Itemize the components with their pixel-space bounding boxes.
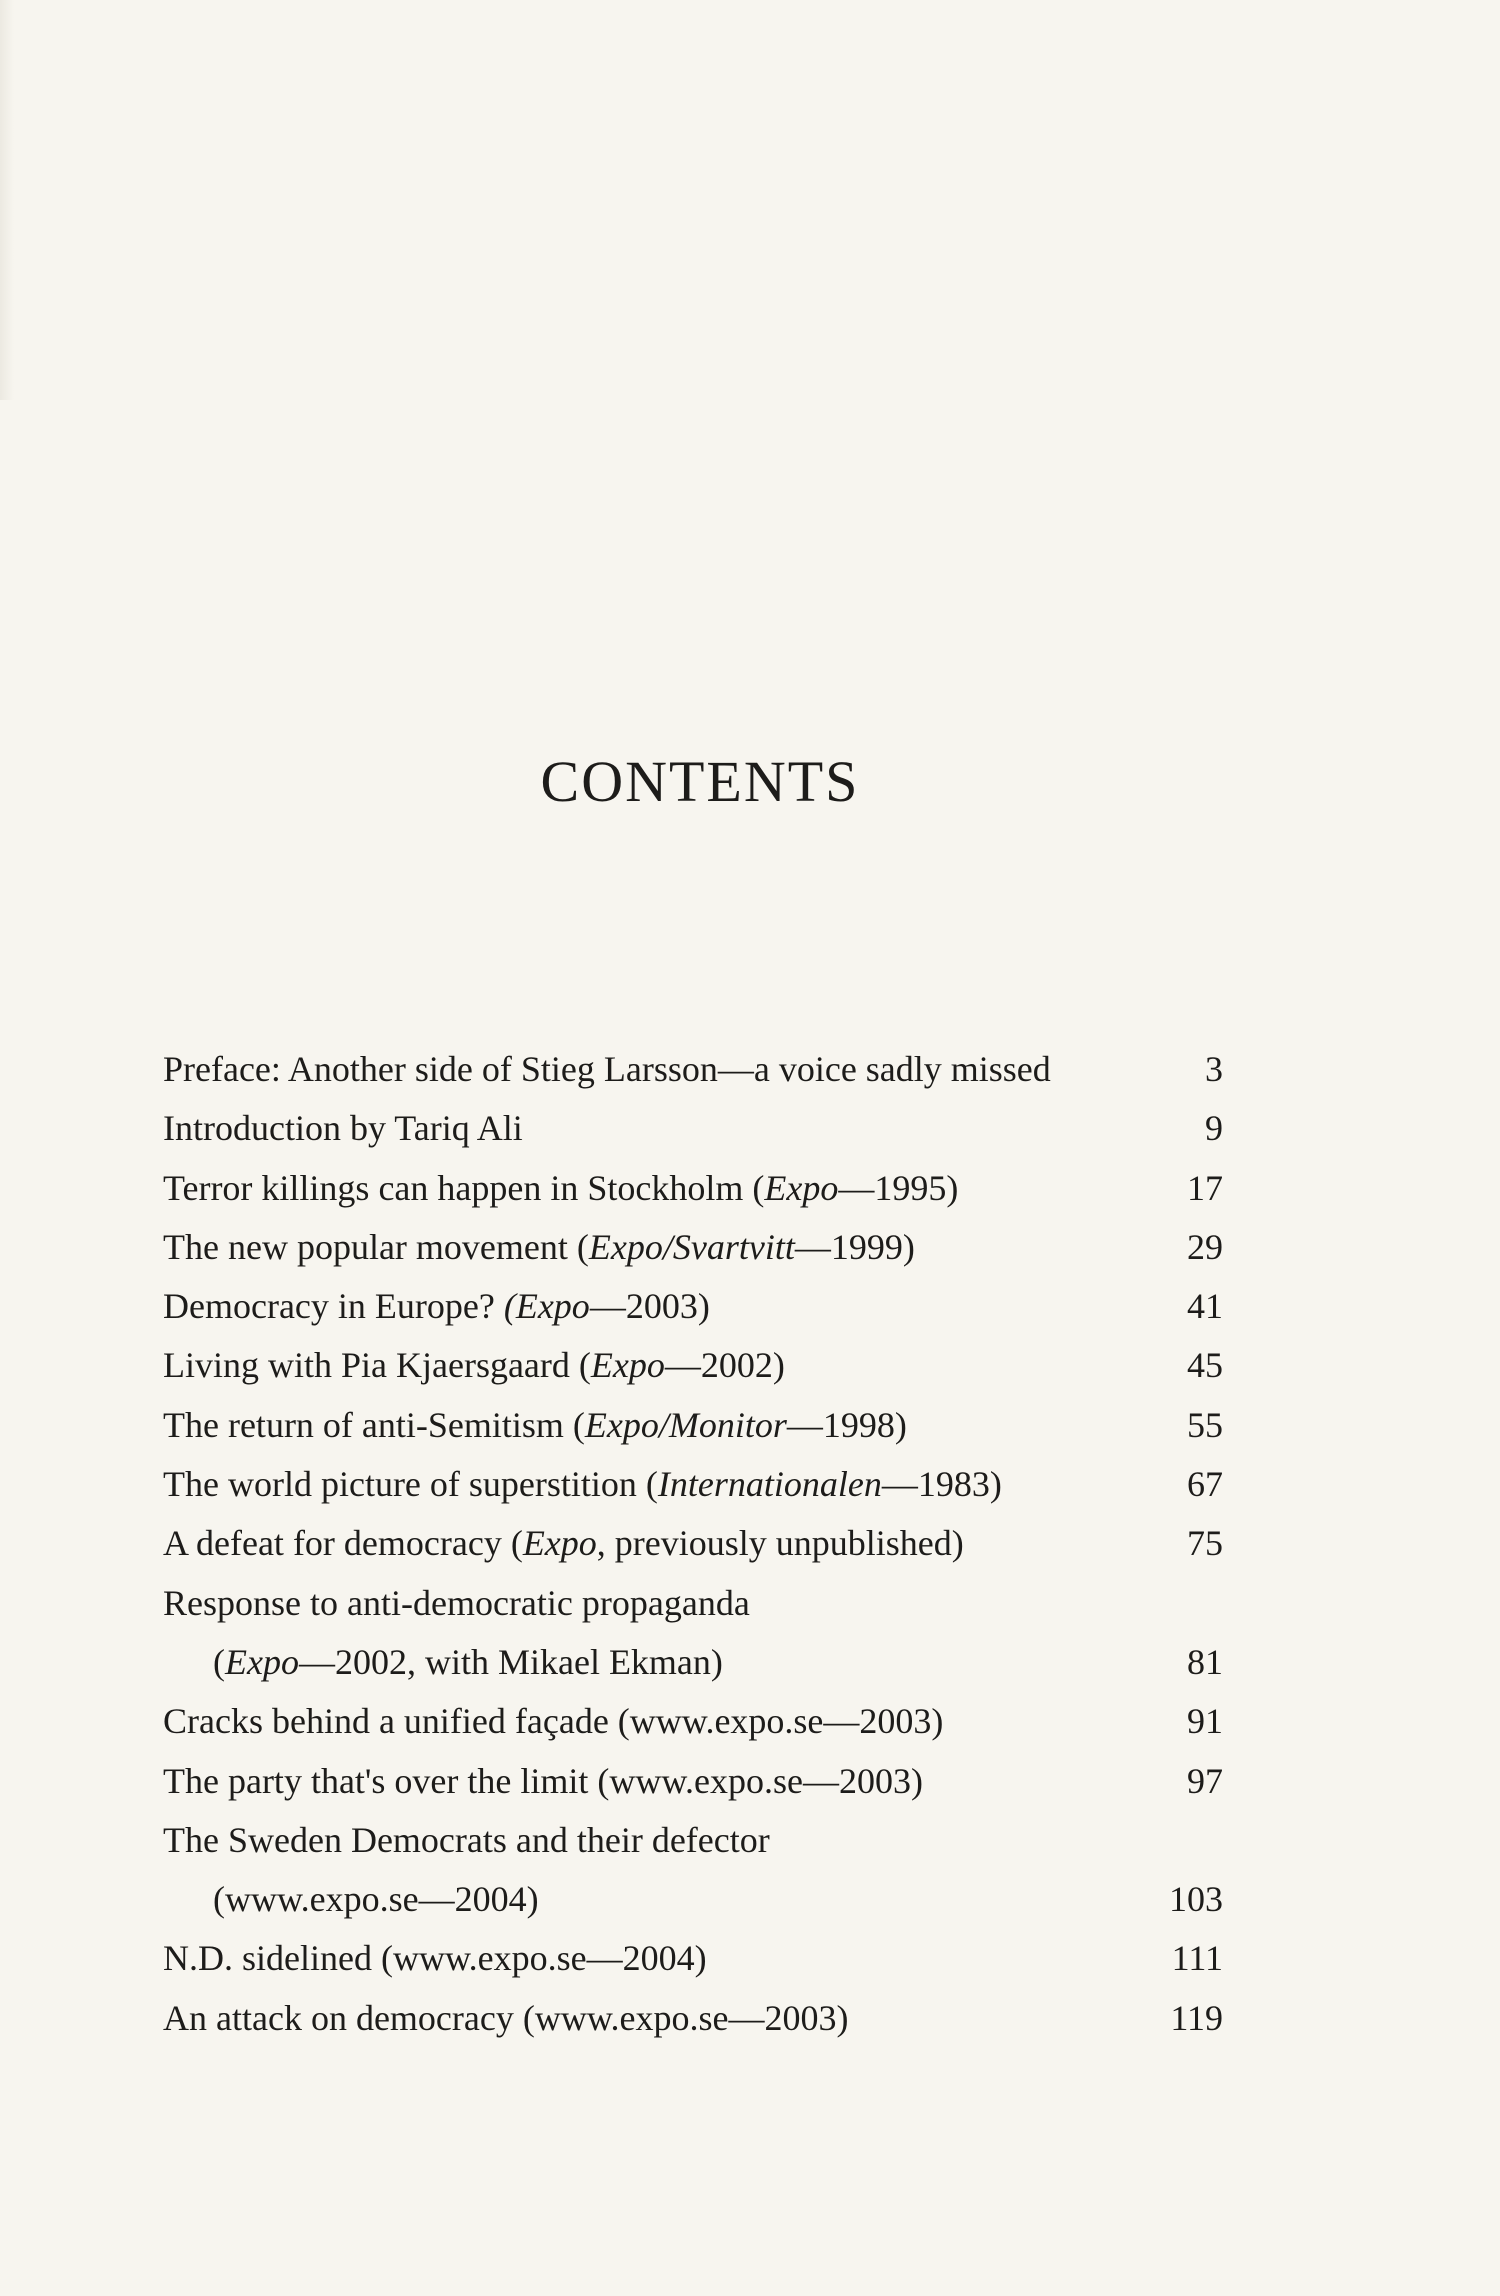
toc-entry-page-number: 111 bbox=[1171, 1938, 1223, 1979]
toc-entry bbox=[163, 1396, 1223, 1455]
toc-entry-title-segment: —1995) bbox=[838, 1167, 959, 1208]
toc-entry bbox=[163, 1929, 1223, 1988]
page-edge-shadow bbox=[0, 0, 14, 400]
toc-entry-line bbox=[163, 1811, 1223, 1870]
toc-entry-title-segment: A defeat for democracy ( bbox=[163, 1523, 523, 1564]
toc-entry-line bbox=[163, 1574, 1223, 1633]
toc-entry bbox=[163, 1159, 1223, 1218]
toc-entry-title-segment: N.D. sidelined (www.expo.se—2004) bbox=[163, 1938, 707, 1979]
toc-entry-page-number: 3 bbox=[1205, 1049, 1223, 1089]
toc-entry-line bbox=[163, 1277, 1223, 1336]
toc-entry-title-segment: Expo/Svartvitt bbox=[588, 1226, 795, 1267]
toc-entry-title-segment: Internationalen bbox=[657, 1464, 882, 1505]
toc-entry-page-number: 97 bbox=[1187, 1760, 1223, 1801]
toc-entry-title bbox=[163, 1159, 958, 1218]
toc-entry bbox=[163, 1811, 1223, 1930]
toc-entry-title-segment: The Sweden Democrats and their defector bbox=[163, 1819, 770, 1860]
toc-entry-title bbox=[163, 1099, 523, 1158]
toc-entry-title bbox=[163, 1929, 707, 1988]
toc-entry-line bbox=[163, 1989, 1223, 2048]
toc-entry-line bbox=[163, 1040, 1223, 1099]
toc-entry-title bbox=[163, 1514, 964, 1573]
toc-entry-title-segment: Cracks behind a unified façade (www.expo.se—2003) bbox=[163, 1701, 944, 1742]
toc-entry bbox=[163, 1040, 1223, 1099]
toc-entry-title-segment: Preface: Another side of Stieg Larsson—a voice sadly missed bbox=[163, 1049, 1051, 1089]
toc-entry-title bbox=[163, 1692, 943, 1751]
toc-entry-title-segment: ( bbox=[213, 1641, 225, 1682]
toc-entry-title bbox=[163, 1811, 770, 1870]
table-of-contents bbox=[163, 1040, 1223, 2048]
toc-entry bbox=[163, 1277, 1223, 1336]
toc-entry-title bbox=[163, 1396, 907, 1455]
toc-entry-line bbox=[163, 1159, 1223, 1218]
toc-entry-title-segment: Expo bbox=[225, 1641, 299, 1682]
toc-entry-page-number: 103 bbox=[1169, 1879, 1223, 1920]
toc-entry-title-segment: Terror killings can happen in Stockholm ( bbox=[163, 1167, 765, 1208]
toc-entry-title bbox=[163, 1574, 750, 1633]
toc-entry-page-number: 55 bbox=[1187, 1404, 1223, 1445]
toc-entry-title-segment: —1999) bbox=[794, 1226, 915, 1267]
toc-entry-title-segment: , previously unpublished) bbox=[596, 1523, 964, 1564]
toc-entry-line bbox=[163, 1752, 1223, 1811]
toc-entry-title-segment: —2002, with Mikael Ekman) bbox=[298, 1641, 723, 1682]
toc-entry-title-segment: —2003) bbox=[589, 1286, 710, 1327]
toc-entry-page-number: 67 bbox=[1187, 1464, 1223, 1505]
toc-entry-title-segment: —1998) bbox=[786, 1404, 907, 1445]
toc-entry bbox=[163, 1989, 1223, 2048]
toc-entry bbox=[163, 1574, 1223, 1693]
toc-entry-title-segment: The new popular movement ( bbox=[163, 1226, 589, 1267]
toc-entry-title-segment: —2002) bbox=[664, 1345, 785, 1386]
toc-entry bbox=[163, 1099, 1223, 1158]
toc-entry-title-segment: Living with Pia Kjaersgaard ( bbox=[163, 1345, 591, 1386]
toc-entry-title bbox=[163, 1752, 923, 1811]
toc-entry-page-number: 29 bbox=[1187, 1226, 1223, 1267]
toc-entry-line bbox=[163, 1633, 1223, 1692]
toc-entry-line bbox=[163, 1929, 1223, 1988]
toc-entry-title-segment: (www.expo.se—2004) bbox=[213, 1879, 539, 1920]
toc-entry-line bbox=[163, 1218, 1223, 1277]
toc-entry-page-number: 45 bbox=[1187, 1345, 1223, 1386]
toc-entry-page-number: 81 bbox=[1187, 1641, 1223, 1682]
toc-entry-title-segment: Introduction by Tariq Ali bbox=[163, 1108, 523, 1149]
toc-entry-line bbox=[163, 1455, 1223, 1514]
toc-entry-title-segment: Expo/Monitor bbox=[584, 1404, 787, 1445]
toc-entry-title bbox=[163, 1040, 1051, 1099]
toc-entry-title-segment: The party that's over the limit (www.expo.se—2003) bbox=[163, 1760, 923, 1801]
toc-entry-title-segment: (Expo bbox=[503, 1286, 590, 1327]
toc-entry-page-number: 75 bbox=[1187, 1523, 1223, 1564]
toc-entry bbox=[163, 1752, 1223, 1811]
toc-entry bbox=[163, 1692, 1223, 1751]
toc-entry-title-segment: Expo bbox=[590, 1345, 665, 1386]
toc-entry-page-number: 9 bbox=[1205, 1108, 1223, 1149]
toc-entry-page-number: 17 bbox=[1187, 1167, 1223, 1208]
toc-entry-title-segment: The world picture of superstition ( bbox=[163, 1464, 658, 1505]
toc-entry-title-segment: Expo bbox=[522, 1523, 597, 1564]
toc-entry-title bbox=[163, 1336, 785, 1395]
toc-entry-page-number: 119 bbox=[1170, 1997, 1223, 2038]
toc-entry-title-segment: Response to anti-democratic propaganda bbox=[163, 1582, 750, 1623]
toc-entry bbox=[163, 1336, 1223, 1395]
toc-entry-line bbox=[163, 1514, 1223, 1573]
toc-entry-title bbox=[163, 1870, 539, 1929]
toc-entry bbox=[163, 1218, 1223, 1277]
toc-entry-line bbox=[163, 1099, 1223, 1158]
toc-entry-title bbox=[163, 1989, 848, 2048]
toc-entry-title-segment: Democracy in Europe? bbox=[163, 1286, 504, 1327]
toc-entry-line bbox=[163, 1336, 1223, 1395]
toc-entry-line bbox=[163, 1870, 1223, 1929]
toc-entry-title bbox=[163, 1455, 1002, 1514]
toc-entry-title-segment: —1983) bbox=[881, 1464, 1002, 1505]
toc-entry-title bbox=[163, 1633, 723, 1692]
toc-entry-line bbox=[163, 1692, 1223, 1751]
toc-entry-title-segment: An attack on democracy (www.expo.se—2003) bbox=[163, 1997, 849, 2038]
toc-entry bbox=[163, 1514, 1223, 1573]
toc-entry bbox=[163, 1455, 1223, 1514]
toc-entry-title-segment: Expo bbox=[764, 1167, 839, 1208]
toc-entry-title bbox=[163, 1218, 915, 1277]
toc-entry-line bbox=[163, 1396, 1223, 1455]
toc-entry-title-segment: The return of anti-Semitism ( bbox=[163, 1404, 585, 1445]
page-title: CONTENTS bbox=[540, 749, 860, 814]
toc-entry-page-number: 91 bbox=[1187, 1701, 1223, 1742]
toc-entry-page-number: 41 bbox=[1187, 1286, 1223, 1327]
toc-entry-title bbox=[163, 1277, 710, 1336]
